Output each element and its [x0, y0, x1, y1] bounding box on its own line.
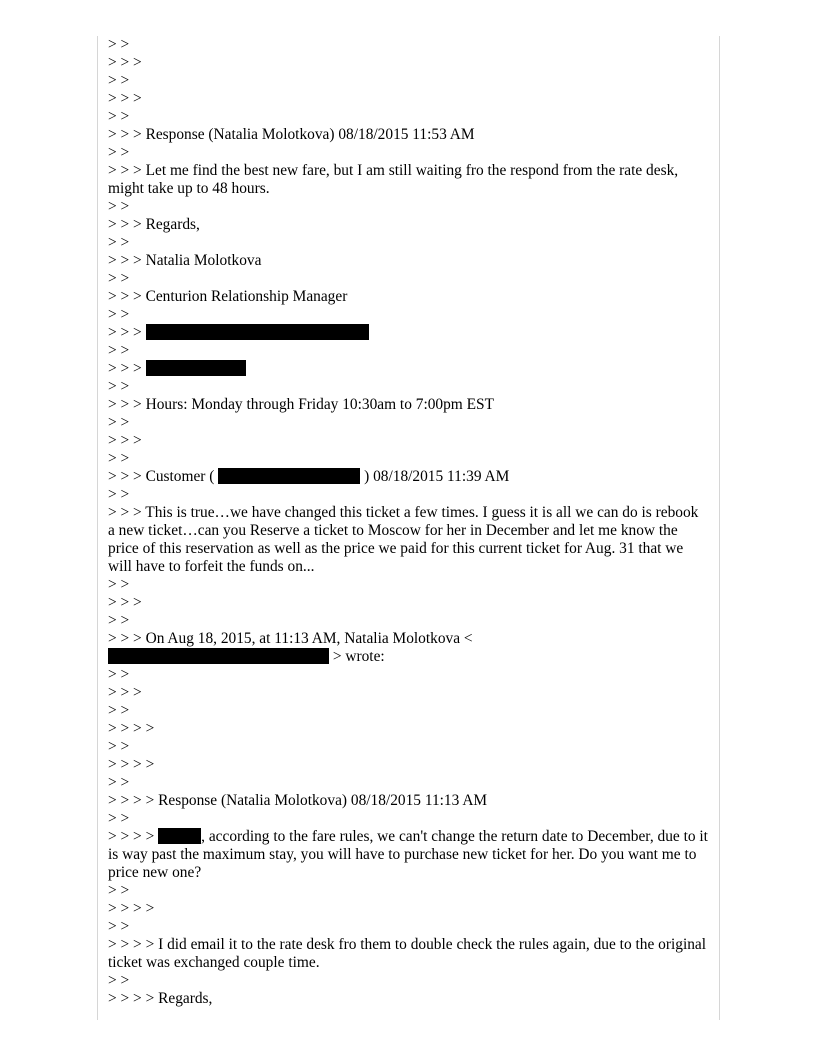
- signature-name: > > > Natalia Molotkova: [108, 252, 262, 269]
- redaction-box: [218, 468, 360, 484]
- quote-line: > >: [108, 378, 130, 395]
- quote-prefix: > > > >: [108, 828, 159, 845]
- quote-line: > >: [108, 810, 130, 827]
- quote-line: > >: [108, 36, 130, 53]
- quote-line: > > >: [108, 432, 142, 449]
- fare-rules-text: , according to the fare rules, we can't change the return date to December, due to it is way past the maximum stay, you will have to purchase new ticket for her. Do you want me to price new one?: [108, 828, 712, 881]
- message-text: [108, 828, 712, 882]
- quote-line: > >: [108, 198, 130, 215]
- signature-redacted-line: [108, 324, 708, 342]
- customer-timestamp: ) 08/18/2015 11:39 AM: [360, 468, 510, 485]
- quote-line: > >: [108, 342, 130, 359]
- signature-redacted-line: [108, 360, 708, 378]
- signature-regards: > > > > Regards,: [108, 990, 213, 1007]
- redaction-box: [108, 648, 329, 664]
- redaction-box: [146, 324, 369, 340]
- quote-line: > > >: [108, 90, 142, 107]
- redaction-box: [158, 828, 201, 844]
- quote-line: > >: [108, 108, 130, 125]
- quote-prefix: > > >: [108, 324, 146, 341]
- quote-line: > >: [108, 486, 130, 503]
- quote-prefix: > > >: [108, 360, 146, 377]
- wrote-label: > wrote:: [329, 648, 385, 665]
- quote-line: > >: [108, 414, 130, 431]
- response-header: > > > > Response (Natalia Molotkova) 08/18/2015 11:13 AM: [108, 792, 488, 809]
- quote-line: > >: [108, 450, 130, 467]
- redaction-box: [146, 360, 246, 376]
- email-thread: [108, 36, 712, 1008]
- message-text: > > > > I did email it to the rate desk fro them to double check the rules again, due to the original ticket was exchanged couple time.: [108, 936, 710, 971]
- quote-line: > > >: [108, 594, 142, 611]
- customer-header: [108, 468, 708, 486]
- signature-hours: > > > Hours: Monday through Friday 10:30am to 7:00pm EST: [108, 396, 494, 413]
- signature-title: > > > Centurion Relationship Manager: [108, 288, 348, 305]
- reply-attribution: > > > On Aug 18, 2015, at 11:13 AM, Natalia Molotkova <: [108, 630, 473, 647]
- quote-line: > > >: [108, 684, 142, 701]
- quote-line: > >: [108, 72, 130, 89]
- quote-line: > >: [108, 270, 130, 287]
- quote-line: > > > >: [108, 900, 155, 917]
- quote-line: > >: [108, 234, 130, 251]
- signature-regards: > > > Regards,: [108, 216, 200, 233]
- quote-line: > >: [108, 918, 130, 935]
- quote-line: > >: [108, 306, 130, 323]
- quote-line: > > >: [108, 54, 142, 71]
- quote-line: > >: [108, 882, 130, 899]
- quote-line: > >: [108, 774, 130, 791]
- quote-line: > >: [108, 612, 130, 629]
- reply-attribution-email: [108, 648, 708, 666]
- message-text: > > > Let me find the best new fare, but I am still waiting fro the respond from the rate desk, might take up to 48 hours.: [108, 162, 682, 197]
- quote-line: > > > >: [108, 756, 155, 773]
- response-header: > > > Response (Natalia Molotkova) 08/18/2015 11:53 AM: [108, 126, 475, 143]
- quote-line: > >: [108, 738, 130, 755]
- customer-label: > > > Customer (: [108, 468, 219, 485]
- message-text: > > > This is true…we have changed this ticket a few times. I guess it is all we can do is rebook a new ticket…can you Reserve a ticket to Moscow for her in December and let me know the price of this reservation as well as the price we paid for this current ticket for Aug. 31 that we will have to forfeit the funds on...: [108, 504, 703, 575]
- quote-line: > >: [108, 972, 130, 989]
- quote-line: > >: [108, 576, 130, 593]
- quote-line: > >: [108, 666, 130, 683]
- quote-line: > > > >: [108, 720, 155, 737]
- quote-line: > >: [108, 144, 130, 161]
- quote-line: > >: [108, 702, 130, 719]
